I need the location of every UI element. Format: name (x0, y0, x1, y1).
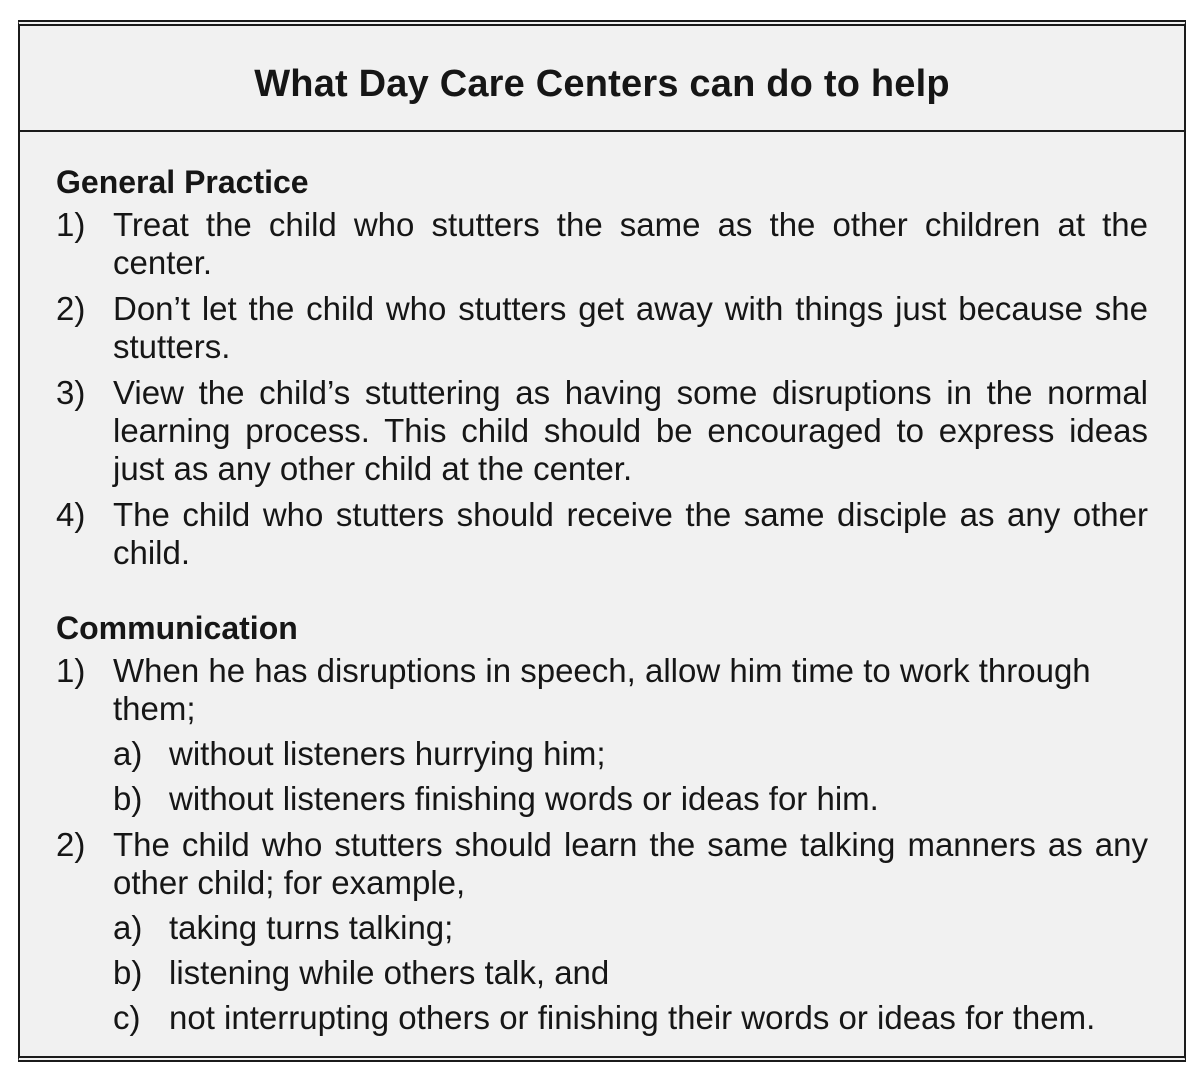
sub-list-item (113, 999, 1095, 1037)
sub-list-text: without listeners finishing words or ideas for him. (169, 780, 879, 817)
box-content (20, 132, 1184, 1037)
sub-list-item (113, 909, 453, 947)
sub-list-item (113, 780, 879, 818)
section-heading-communication: Communication (56, 610, 298, 646)
list-text: The child who stutters should receive the same disciple as any other child. (113, 496, 1148, 571)
list-number: 2) (56, 290, 86, 327)
list-item (56, 496, 1148, 572)
list-text: View the child’s stuttering as having some disruptions in the normal learning process. This child should be encouraged to express ideas just as any other child at the center. (113, 374, 1148, 487)
list-text: Treat the child who stutters the same as the other children at the center. (113, 206, 1148, 281)
info-box (18, 20, 1186, 1062)
sub-list-text: listening while others talk, and (169, 954, 610, 991)
list-item (56, 374, 1148, 488)
sub-list-text: taking turns talking; (169, 909, 454, 946)
sub-list-item (113, 735, 606, 773)
sub-list-letter: a) (113, 909, 143, 946)
list-number: 2) (56, 826, 86, 863)
sub-list-text: not interrupting others or finishing their words or ideas for them. (169, 999, 1096, 1036)
list-text: When he has disruptions in speech, allow him time to work through them; (113, 652, 1091, 727)
sub-list-letter: a) (113, 735, 143, 772)
list-text: Don’t let the child who stutters get away with things just because she stutters. (113, 290, 1148, 365)
page-title: What Day Care Centers can do to help (254, 62, 950, 105)
sub-list-item (113, 954, 609, 992)
sub-list-letter: b) (113, 954, 143, 991)
sub-list-letter: b) (113, 780, 143, 817)
list-number: 3) (56, 374, 86, 411)
section-heading-general-practice: General Practice (56, 164, 309, 200)
list-number: 4) (56, 496, 86, 533)
sub-list-text: without listeners hurrying him; (169, 735, 606, 772)
list-item (56, 826, 1148, 1037)
list-number: 1) (56, 652, 86, 689)
list-number: 1) (56, 206, 86, 243)
sub-list-letter: c) (113, 999, 141, 1036)
list-text: The child who stutters should learn the same talking manners as any other child; for example, (113, 826, 1148, 901)
box-header (20, 26, 1184, 132)
list-item (56, 206, 1148, 282)
list-item (56, 290, 1148, 366)
list-item (56, 652, 1148, 818)
